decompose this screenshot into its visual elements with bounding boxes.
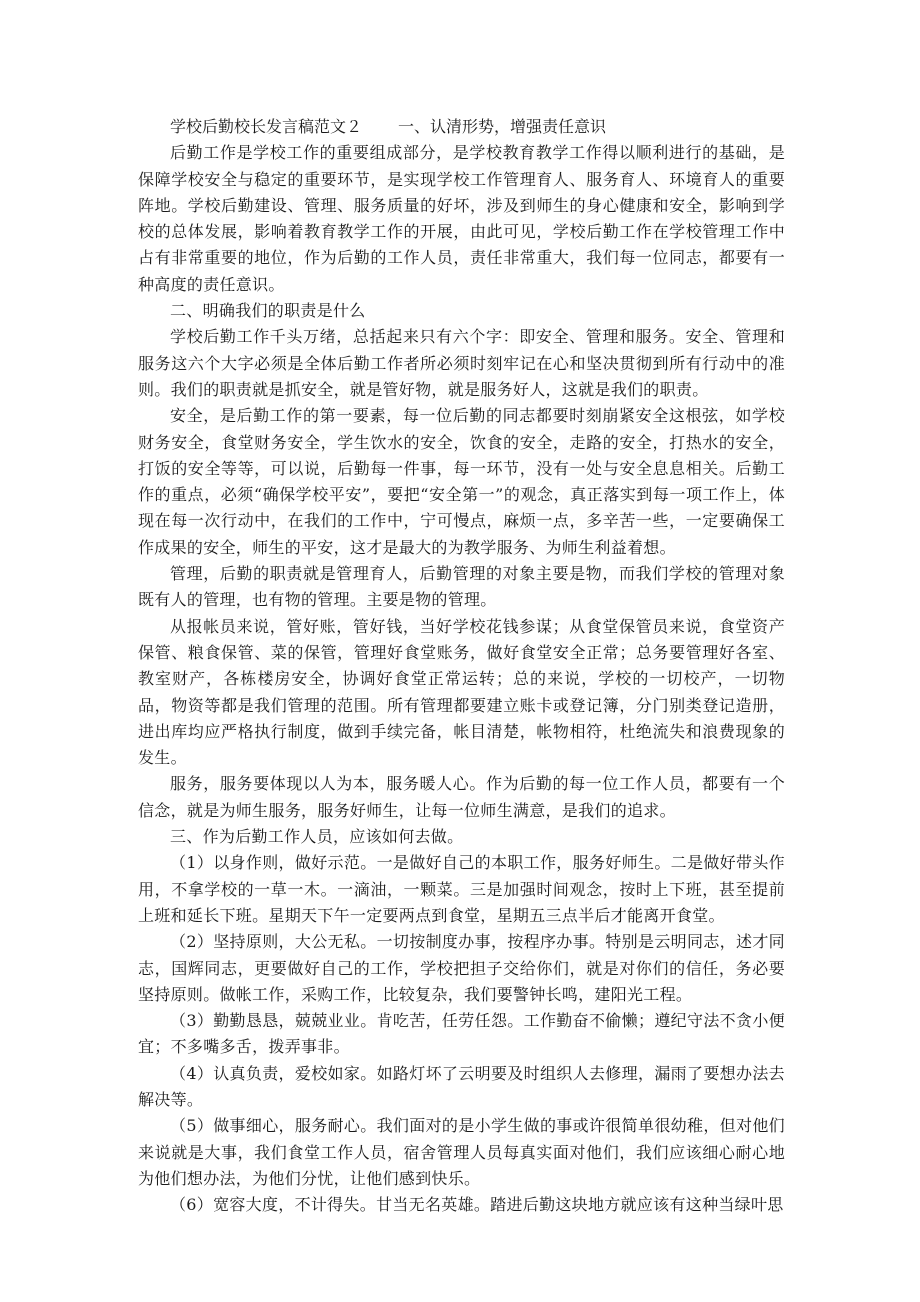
section-heading-2: 二、明确我们的职责是什么 — [170, 301, 366, 321]
list-item: （5）做事细心，服务耐心。我们面对的是小学生做的事或许很简单很幼稚，但对他们来说就是大事，我们食堂工作人员，宿舍管理人员每真实面对他们，我们应该细心耐心地为他们想办法，为他们分忧，让他们感到快乐。 — [138, 1116, 785, 1188]
paragraph: 学校后勤工作千头万绪，总括起来只有六个字：即安全、管理和服务。安全、管理和服务这六个大字必须是全体后勤工作者所必须时刻牢记在心和坚决贯彻到所有行动中的准则。我们的职责就是抓安全，就是管好物，就是服务好人，这就是我们的职责。 — [138, 327, 785, 399]
paragraph: 后勤工作是学校工作的重要组成部分，是学校教育教学工作得以顺利进行的基础，是保障学校安全与稳定的重要环节，是实现学校工作管理育人、服务育人、环境育人的重要阵地。学校后勤建设、管理、服务质量的好坏，涉及到师生的身心健康和安全，影响到学校的总体发展，影响着教育教学工作的开展，由此可见，学校后勤工作在学校管理工作中占有非常重要的地位，作为后勤的工作人员，责任非常重大，我们每一位同志，都要有一种高度的责任意识。 — [138, 143, 785, 294]
list-item: （2）坚持原则，大公无私。一切按制度办事，按程序办事。特别是云明同志，述才同志，国辉同志，更要做好自己的工作，学校把担子交给你们，就是对你们的信任，务必要坚持原则。做帐工作，采购工作，比较复杂，我们要警钟长鸣，建阳光工程。 — [138, 932, 785, 1004]
paragraph: 服务，服务要体现以人为本，服务暖人心。作为后勤的每一位工作人员，都要有一个信念，就是为师生服务，服务好师生，让每一位师生满意，是我们的追求。 — [138, 774, 785, 820]
section-heading-1: 一、认清形势，增强责任意识 — [398, 117, 607, 136]
paragraph: 管理，后勤的职责就是管理育人，后勤管理的对象主要是物，而我们学校的管理对象既有人的管理，也有物的管理。主要是物的管理。 — [138, 564, 785, 610]
list-item: （3）勤勤恳恳，兢兢业业。肯吃苦，任劳任怨。工作勤奋不偷懒；遵纪守法不贪小便宜；不多嘴多舌，拨弄事非。 — [138, 1011, 785, 1057]
title-line — [138, 114, 785, 140]
paragraph: 安全，是后勤工作的第一要素，每一位后勤的同志都要时刻崩紧安全这根弦，如学校财务安全，食堂财务安全，学生饮水的安全，饮食的安全，走路的安全，打热水的安全，打饭的安全等等，可以说，后勤每一件事，每一环节，没有一处与安全息息相关。后勤工作的重点，必须“确保学校平安”，要把“安全第一”的观念，真正落实到每一项工作上，体现在每一次行动中，在我们的工作中，宁可慢点，麻烦一点，多辛苦一些，一定要确保工作成果的安全，师生的平安，这才是最大的为教学服务、为师生利益着想。 — [138, 406, 785, 557]
list-item: （4）认真负责，爱校如家。如路灯坏了云明要及时组织人去修理，漏雨了要想办法去解决等。 — [138, 1063, 785, 1109]
list-item: （6）宽容大度，不计得失。甘当无名英雄。踏进后勤这块地方就应该有这种当绿叶思 — [170, 1195, 784, 1215]
document-title: 学校后勤校长发言稿范文２ — [170, 117, 363, 136]
list-item: （1）以身作则，做好示范。一是做好自己的本职工作，服务好师生。二是做好带头作用，不拿学校的一草一木。一滴油，一颗菜。三是加强时间观念，按时上下班，甚至提前上班和延长下班。星期天下午一定要两点到食堂，星期五三点半后才能离开食堂。 — [138, 853, 785, 925]
paragraph: 从报帐员来说，管好账，管好钱，当好学校花钱参谋；从食堂保管员来说，食堂资产保管、粮食保管、菜的保管，管理好食堂账务，做好食堂安全正常；总务要管理好各室、教室财产，各栋楼房安全，协调好食堂正常运转；总的来说，学校的一切校产，一切物品，物资等都是我们管理的范围。所有管理都要建立账卡或登记簿，分门别类登记造册，进出库均应严格执行制度，做到手续完备，帐目清楚，帐物相符，杜绝流失和浪费现象的发生。 — [138, 616, 785, 768]
section-heading-3: 三、作为后勤工作人员，应该如何去做。 — [170, 827, 464, 847]
